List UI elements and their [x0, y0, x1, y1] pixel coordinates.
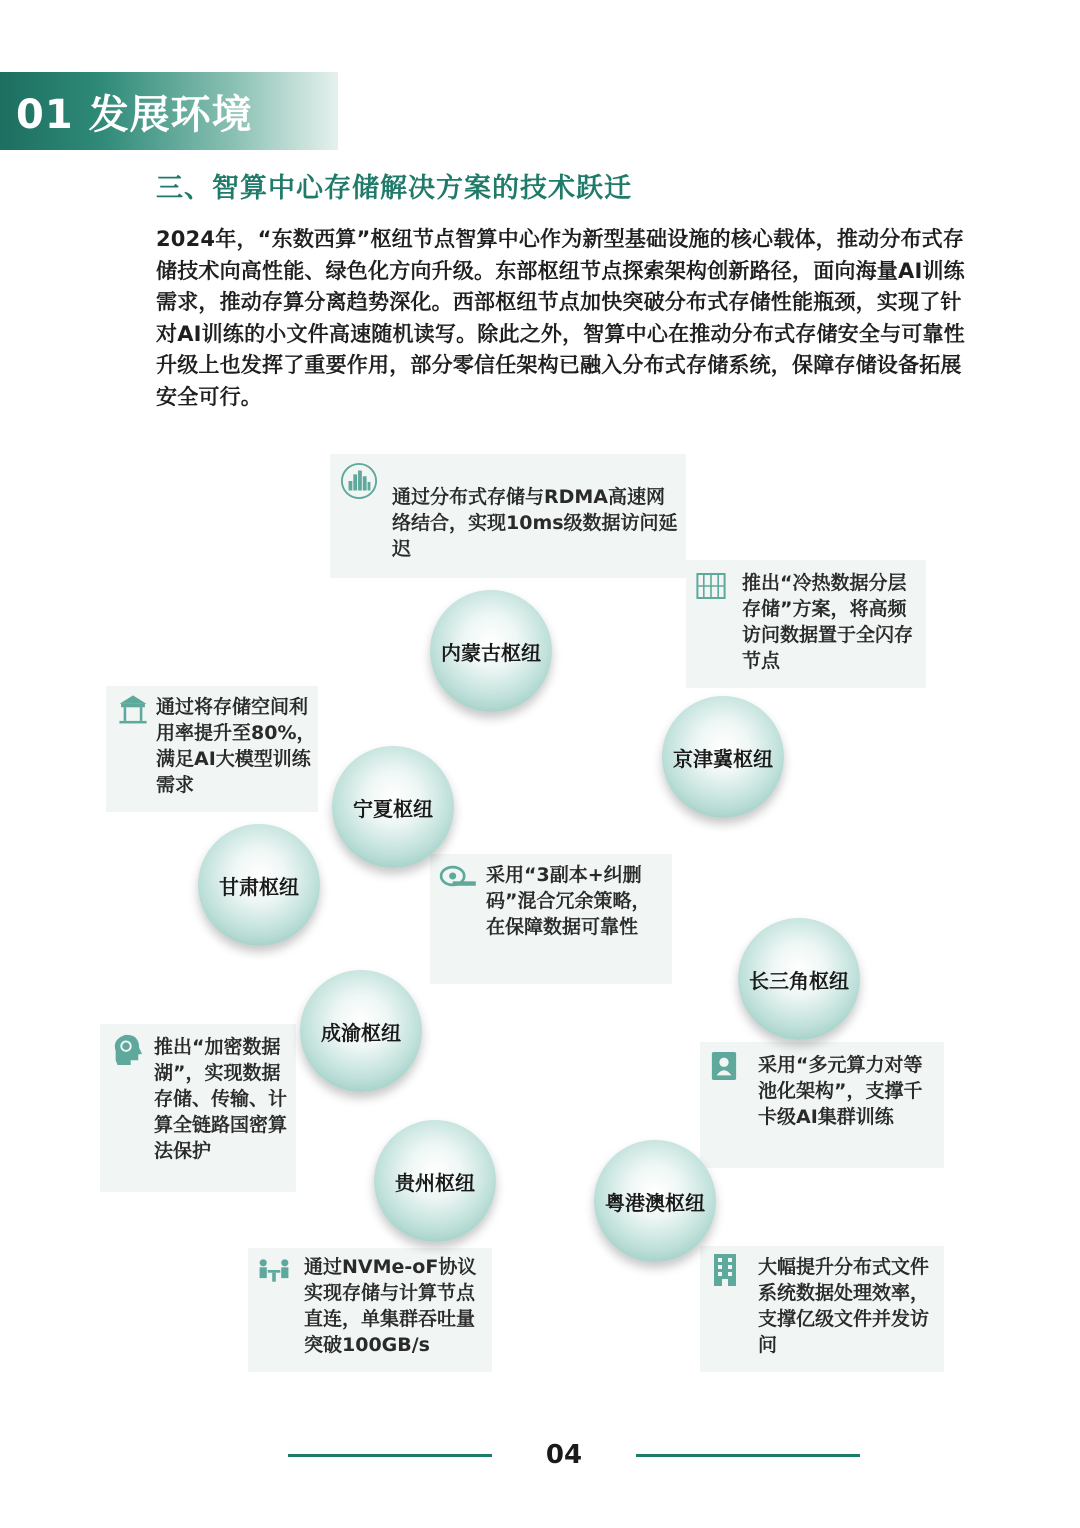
- section-title: 三、智算中心存储解决方案的技术跃迁: [156, 173, 632, 204]
- hub-jingjinji: 京津冀枢纽: [662, 696, 784, 818]
- note-neimenggu: [330, 454, 686, 578]
- note-guizhou: [248, 1248, 492, 1372]
- note-text: 采用“3副本+纠删码”混合冗余策略，在保障数据可靠性: [486, 864, 651, 938]
- hub-yuegangao: 粤港澳枢纽: [594, 1140, 716, 1262]
- id-card-icon: [710, 1050, 738, 1082]
- brain-head-icon: [110, 1032, 142, 1066]
- note-text: 推出“冷热数据分层存储”方案，将高频访问数据置于全闪存节点: [742, 572, 914, 672]
- measuring-tape-icon: [438, 860, 478, 892]
- note-text: 通过将存储空间利用率提升至80%，满足AI大模型训练需求: [156, 696, 316, 796]
- note-text: 推出“加密数据湖”，实现数据存储、传输、计算全链路国密算法保护: [154, 1036, 288, 1162]
- team-desk-icon: [256, 1256, 292, 1284]
- note-yuegangao: [700, 1246, 944, 1372]
- note-text: 采用“多元算力对等池化架构”，支撑千卡级AI集群训练: [758, 1054, 923, 1128]
- note-text: 通过分布式存储与RDMA高速网络结合，实现10ms级数据访问延迟: [392, 486, 678, 560]
- note-text: 大幅提升分布式文件系统数据处理效率，支撑亿级文件并发访问: [758, 1256, 930, 1356]
- hub-neimenggu: 内蒙古枢纽: [430, 590, 552, 712]
- hub-chengyu: 成渝枢纽: [300, 970, 422, 1092]
- note-gansu: [430, 854, 672, 984]
- chapter-banner: [0, 72, 338, 150]
- hub-ningxia: 宁夏枢纽: [332, 746, 454, 868]
- page-number: 04: [545, 1440, 583, 1470]
- hub-guizhou: 贵州枢纽: [374, 1120, 496, 1242]
- note-chengyu: [100, 1024, 296, 1192]
- intro-paragraph: 2024年，“东数西算”枢纽节点智算中心作为新型基础设施的核心载体，推动分布式存储技术向高性能、绿色化方向升级。东部枢纽节点探索架构创新路径，面向海量AI训练需求，推动存算分离趋势深化。西部枢纽节点加快突破分布式存储性能瓶颈，实现了针对AI训练的小文件高速随机读写。除此之外，智算中心在推动分布式存储安全与可靠性升级上也发挥了重要作用，部分零信任架构已融入分布式存储系统，保障存储设备拓展安全可行。: [156, 227, 965, 409]
- pavilion-icon: [116, 692, 150, 726]
- hub-changsanjiao: 长三角枢纽: [738, 918, 860, 1040]
- city-skyline-icon: [340, 462, 378, 500]
- footer-rule-right: [636, 1454, 860, 1457]
- chapter-title: 01 发展环境: [16, 91, 253, 138]
- office-building-icon: [712, 1252, 738, 1288]
- hub-gansu: 甘肃枢纽: [198, 824, 320, 946]
- note-changsanjiao: [700, 1042, 944, 1168]
- note-text: 通过NVMe-oF协议实现存储与计算节点直连，单集群吞吐量突破100GB/s: [304, 1256, 477, 1356]
- note-jingjinji: [686, 560, 926, 688]
- footer-rule-left: [288, 1454, 492, 1457]
- note-ningxia: [106, 686, 318, 812]
- server-rack-icon: [694, 570, 728, 602]
